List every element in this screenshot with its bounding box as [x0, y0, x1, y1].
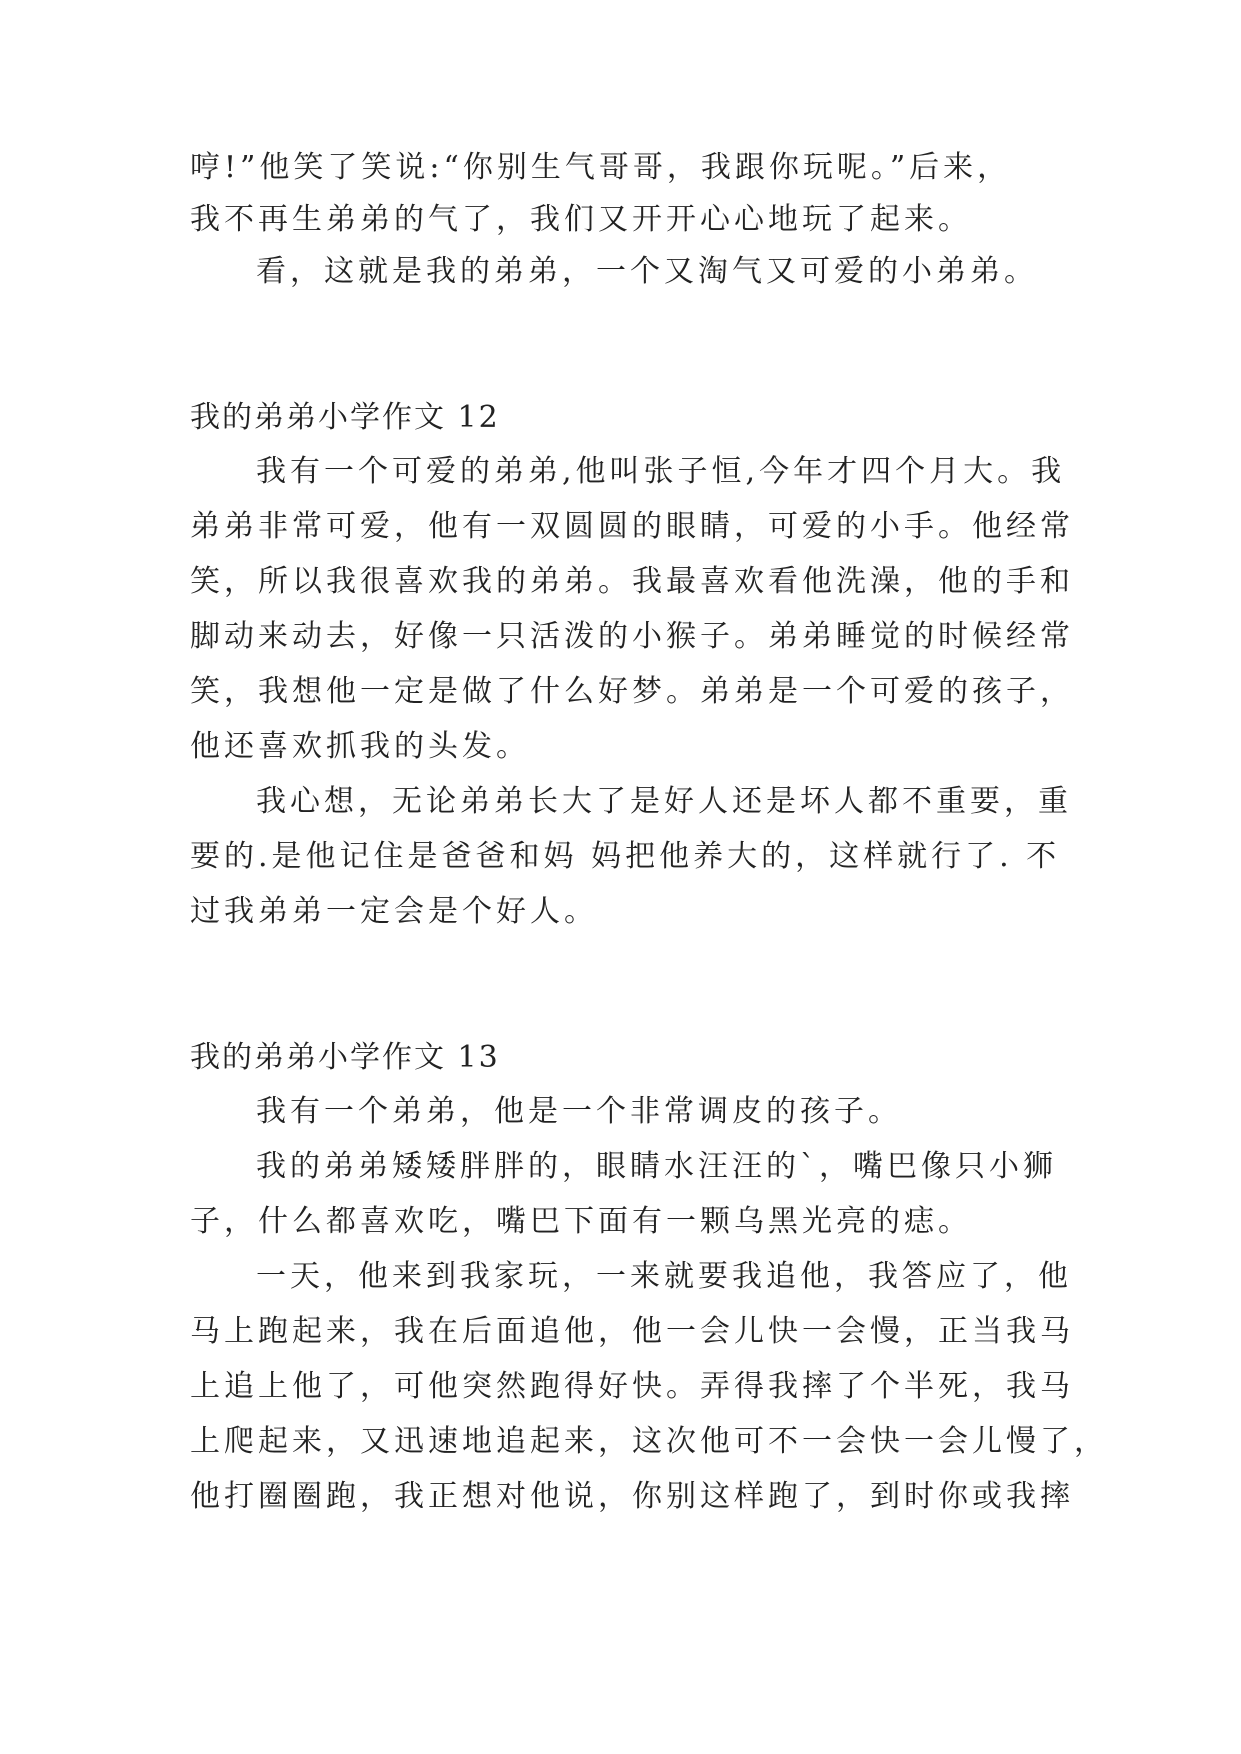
paragraph-line: 我有一个可爱的弟弟,他叫张子恒,今年才四个月大。我 [256, 454, 1066, 489]
paragraph-line: 脚动来动去，好像一只活泼的小猴子。弟弟睡觉的时候经常 [190, 619, 1074, 654]
paragraph-line: 马上跑起来，我在后面追他，他一会儿快一会慢，正当我马 [190, 1314, 1074, 1349]
paragraph-line: 我不再生弟弟的气了，我们又开开心心地玩了起来。 [190, 202, 972, 237]
paragraph-line: 笑，我想他一定是做了什么好梦。弟弟是一个可爱的孩子， [190, 674, 1074, 709]
paragraph-line: 弟弟非常可爱，他有一双圆圆的眼睛，可爱的小手。他经常 [190, 509, 1074, 544]
paragraph-line: 他还喜欢抓我的头发。 [190, 729, 530, 764]
paragraph-line: 我心想，无论弟弟长大了是好人还是坏人都不重要，重 [256, 784, 1072, 819]
paragraph-line: 我的弟弟矮矮胖胖的，眼睛水汪汪的`，嘴巴像只小狮 [256, 1149, 1057, 1184]
paragraph-line: 一天，他来到我家玩，一来就要我追他，我答应了，他 [256, 1259, 1072, 1294]
paragraph-line: 看，这就是我的弟弟，一个又淘气又可爱的小弟弟。 [256, 254, 1038, 289]
paragraph-line: 哼!”他笑了笑说:“你别生气哥哥，我跟你玩呢。”后来， [190, 150, 1012, 185]
paragraph-line: 子，什么都喜欢吃，嘴巴下面有一颗乌黑光亮的痣。 [190, 1204, 972, 1239]
essay-title: 我的弟弟小学作文 12 [190, 400, 500, 435]
paragraph-line: 过我弟弟一定会是个好人。 [190, 894, 598, 929]
paragraph-line: 他打圈圈跑，我正想对他说，你别这样跑了，到时你或我摔 [190, 1479, 1074, 1514]
paragraph-line: 笑，所以我很喜欢我的弟弟。我最喜欢看他洗澡，他的手和 [190, 564, 1074, 599]
paragraph-line: 上爬起来，又迅速地追起来，这次他可不一会快一会儿慢了， [190, 1424, 1108, 1459]
paragraph-line: 我有一个弟弟，他是一个非常调皮的孩子。 [256, 1094, 902, 1129]
essay-title: 我的弟弟小学作文 13 [190, 1040, 500, 1075]
paragraph-line: 要的.是他记住是爸爸和妈 妈把他养大的，这样就行了. 不 [190, 839, 1061, 874]
paragraph-line: 上追上他了，可他突然跑得好快。弄得我摔了个半死，我马 [190, 1369, 1074, 1404]
